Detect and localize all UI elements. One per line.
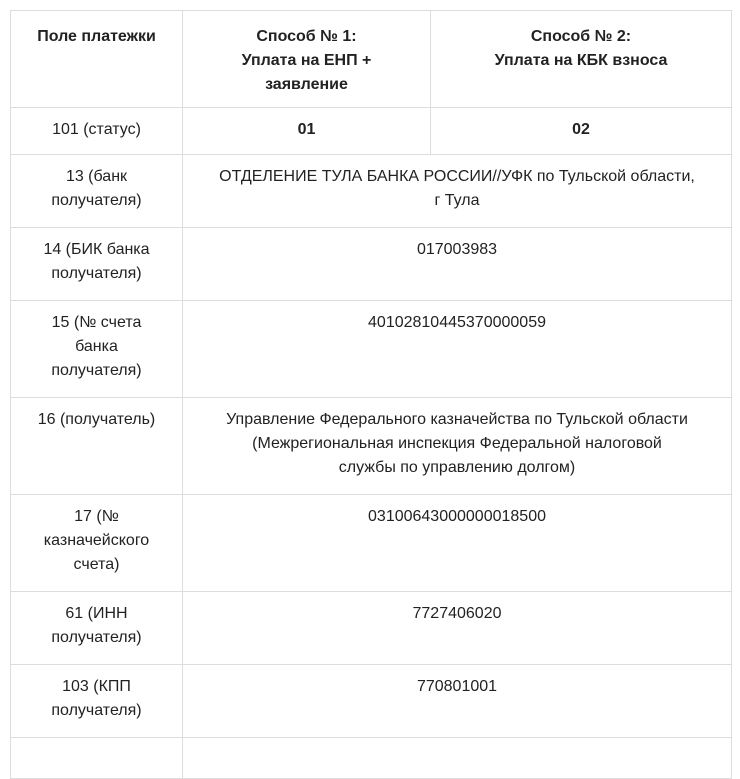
field-label: счета) bbox=[73, 556, 120, 573]
merged-value-cell bbox=[183, 301, 732, 398]
field-cell bbox=[11, 592, 183, 665]
field-label: получателя) bbox=[51, 192, 142, 209]
field-label: банка bbox=[75, 338, 118, 355]
merged-value-cell bbox=[183, 228, 732, 301]
field-label: получателя) bbox=[51, 702, 142, 719]
field-cell bbox=[11, 155, 183, 228]
field-label: 101 (статус) bbox=[52, 121, 141, 138]
bik-value: 017003983 bbox=[416, 241, 498, 258]
table-row bbox=[11, 738, 732, 779]
field-label: получателя) bbox=[51, 629, 142, 646]
status-value-method-1: 01 bbox=[297, 121, 316, 138]
field-label: получателя) bbox=[51, 265, 142, 282]
field-label: 61 (ИНН bbox=[65, 605, 128, 622]
field-cell bbox=[11, 108, 183, 155]
header-method-1 bbox=[183, 11, 431, 108]
header-method-2 bbox=[431, 11, 732, 108]
table-row bbox=[11, 228, 732, 301]
bank-name-value: ОТДЕЛЕНИЕ ТУЛА БАНКА РОССИИ//УФК по Тульской области, bbox=[219, 168, 695, 185]
treasury-account-value: 03100643000000018500 bbox=[368, 508, 546, 525]
field-label: 16 (получатель) bbox=[37, 411, 156, 428]
header-method-1-line: заявление bbox=[265, 76, 348, 93]
method-2-value-cell bbox=[431, 108, 732, 155]
merged-value-cell bbox=[183, 592, 732, 665]
payment-fields-table-wrapper bbox=[10, 10, 731, 779]
recipient-value: службы по управлению долгом) bbox=[338, 459, 576, 476]
header-field-label: Поле платежки bbox=[37, 28, 156, 45]
field-label: 17 (№ bbox=[74, 508, 119, 525]
merged-value-cell bbox=[183, 398, 732, 495]
field-label: 15 (№ счета bbox=[51, 314, 142, 331]
field-label: казначейского bbox=[43, 532, 150, 549]
recipient-value: Управление Федерального казначейства по Тульской области bbox=[226, 411, 688, 428]
bank-account-value: 40102810445370000059 bbox=[368, 314, 546, 331]
recipient-value: (Межрегиональная инспекция Федеральной налоговой bbox=[252, 435, 662, 452]
method-1-value-cell bbox=[183, 108, 431, 155]
table-row bbox=[11, 592, 732, 665]
field-label: 13 (банк bbox=[65, 168, 128, 185]
table-row bbox=[11, 398, 732, 495]
header-method-2-line: Способ № 2: bbox=[530, 28, 632, 45]
table-row bbox=[11, 665, 732, 738]
inn-value: 7727406020 bbox=[412, 605, 502, 622]
merged-value-cell bbox=[183, 155, 732, 228]
header-method-1-line: Уплата на ЕНП + bbox=[241, 52, 372, 69]
header-field-column bbox=[11, 11, 183, 108]
field-cell bbox=[11, 228, 183, 301]
field-cell bbox=[11, 398, 183, 495]
merged-value-cell bbox=[183, 665, 732, 738]
field-cell bbox=[11, 495, 183, 592]
field-cell bbox=[11, 301, 183, 398]
payment-fields-table bbox=[10, 10, 732, 779]
field-cell bbox=[11, 665, 183, 738]
field-label: получателя) bbox=[51, 362, 142, 379]
field-label: 14 (БИК банка bbox=[43, 241, 150, 258]
table-row bbox=[11, 301, 732, 398]
table-row bbox=[11, 155, 732, 228]
field-label: 103 (КПП bbox=[62, 678, 131, 695]
table-row bbox=[11, 108, 732, 155]
header-method-1-line: Способ № 1: bbox=[256, 28, 357, 45]
table-header-row bbox=[11, 11, 732, 108]
merged-value-cell bbox=[183, 495, 732, 592]
field-cell bbox=[11, 738, 183, 779]
status-value-method-2: 02 bbox=[572, 121, 590, 138]
kpp-value: 770801001 bbox=[416, 678, 498, 695]
bank-name-value: г Тула bbox=[434, 192, 480, 209]
header-method-2-line: Уплата на КБК взноса bbox=[494, 52, 668, 69]
table-row bbox=[11, 495, 732, 592]
merged-value-cell bbox=[183, 738, 732, 779]
